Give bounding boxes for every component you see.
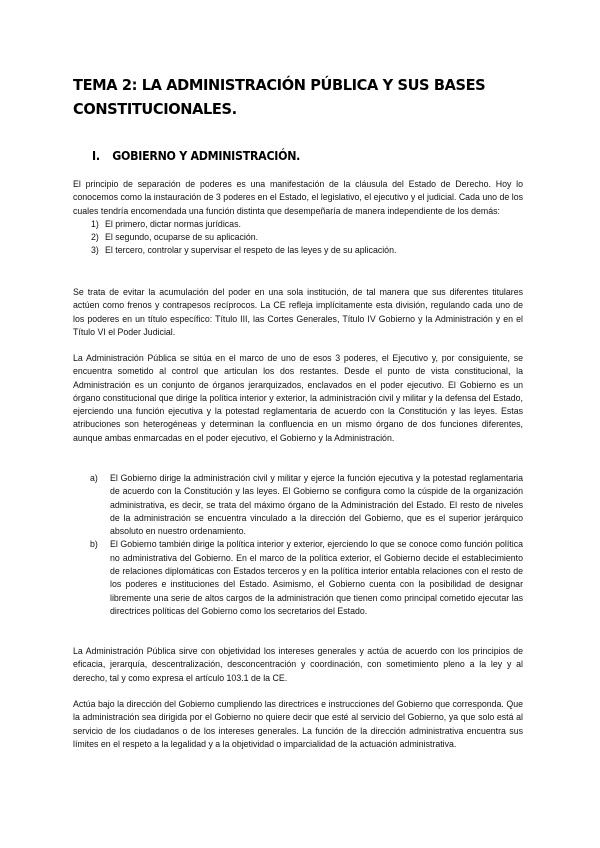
section-heading <box>92 148 460 164</box>
list-item <box>73 244 523 257</box>
paragraph-checks-balances <box>73 286 523 339</box>
paragraph-separation-of-powers <box>73 178 523 258</box>
numbered-list <box>73 218 523 258</box>
paragraph-text: Actúa bajo la dirección del Gobierno cumpliendo las directrices e instrucciones del Gobierno que corresponda. Que la administración sea dirigida por el Gobierno no quiere decir que esté al servicio del Gobierno, ya que solo está al servicio de los ciudadanos o de los intereses generales. La función de la dirección administrativa encuentra sus límites en el respeto a la legalidad y a la objetividad o imparcialidad de la actuación administrativa. <box>73 699 523 749</box>
list-item-text: El Gobierno dirige la administración civil y militar y ejerce la función ejecutiva y la potestad reglamentaria de acuerdo con la Constitución y las leyes. El Gobierno se configura como la cúspide de la organización administrativa, es decir, se trata del máximo órgano de la Administración del Estado. El resto de niveles de la administración se encuentra vinculado a la dirección del Gobierno, que es el superior jerárquico absoluto en nuestro ordenamiento. <box>110 473 523 537</box>
paragraph-direction <box>73 698 523 751</box>
paragraph-public-administration <box>73 352 523 445</box>
list-item-text: El Gobierno también dirige la política interior y exterior, ejerciendo lo que se conoce como función política no administrativa del Gobierno. En el marco de la política exterior, el Gobierno decide el establecimiento de relaciones diplomáticas con Estados terceros y en la política interior entabla relaciones con el resto de los poderes e instituciones del Estado. Asimismo, el Gobierno cuenta con la posibilidad de designar libremente una serie de altos cargos de la administración que tienen como principal cometido ejecutar las directrices políticas del Gobierno como los secretarios del Estado. <box>110 539 523 616</box>
list-marker: 2) <box>91 232 99 243</box>
list-marker: 3) <box>91 245 99 256</box>
list-item <box>73 538 523 618</box>
paragraph-text: Se trata de evitar la acumulación del poder en una sola institución, de tal manera que sus diferentes titulares actúen como frenos y contrapesos recíprocos. La CE refleja implícitamente esta división, regulando cada uno de los poderes en un título específico: Título III, las Cortes Generales, Título IV Gobierno y la Administración y en el Título VI el Poder Judicial. <box>73 287 523 337</box>
list-item-text: El tercero, controlar y supervisar el respeto de las leyes y de su aplicación. <box>105 245 397 256</box>
paragraph-text: El principio de separación de poderes es una manifestación de la cláusula del Estado de Derecho. Hoy lo conocemos como la instauración de 3 poderes en el Estado, el legislativo, el ejecutivo y el judicial. Cada uno de los cuales tendría encomendada una función distinta que desempeñaría de manera independiente de los demás: <box>73 179 523 216</box>
paragraph-government-functions <box>73 472 523 618</box>
list-item <box>73 472 523 538</box>
list-item <box>73 231 523 244</box>
paragraph-principles <box>73 645 523 685</box>
paragraph-text: La Administración Pública se sitúa en el marco de uno de esos 3 poderes, el Ejecutivo y, por consiguiente, se encuentra sometido al control que articulan los dos restantes. Desde el punto de vista constitucional, la Administración es un conjunto de órganos jerarquizados, enclavados en el poder ejecutivo. El Gobierno es un órgano constitucional que dirige la política interior y exterior, la administración civil y militar y la defensa del Estado, ejerciendo una función ejecutiva y la potestad reglamentaria de acuerdo con la Constitución y las leyes. Estas atribuciones son heterogéneas y determinan la confluencia en un mismo órgano de dos funciones diferentes, aunque ambas enmarcadas en el poder ejecutivo, el Gobierno y la Administración. <box>73 353 523 443</box>
section-number: I. <box>92 149 100 163</box>
list-item-text: El segundo, ocuparse de su aplicación. <box>105 232 259 243</box>
page-title: TEMA 2: LA ADMINISTRACIÓN PÚBLICA Y SUS BASES CONSTITUCIONALES. <box>73 76 486 118</box>
paragraph-text: La Administración Pública sirve con objetividad los intereses generales y actúa de acuerdo con los principios de eficacia, jerarquía, descentralización, desconcentración y coordinación, con sometimiento pleno a la ley y al derecho, tal y como expresa el artículo 103.1 de la CE. <box>73 646 523 683</box>
list-marker: b) <box>90 539 98 550</box>
list-marker: a) <box>90 473 98 483</box>
list-item <box>73 218 523 231</box>
section-label: GOBIERNO Y ADMINISTRACIÓN. <box>112 149 301 163</box>
list-marker: 1) <box>91 218 99 229</box>
lettered-list <box>73 472 523 618</box>
list-item-text: El primero, dictar normas jurídicas. <box>105 218 241 229</box>
